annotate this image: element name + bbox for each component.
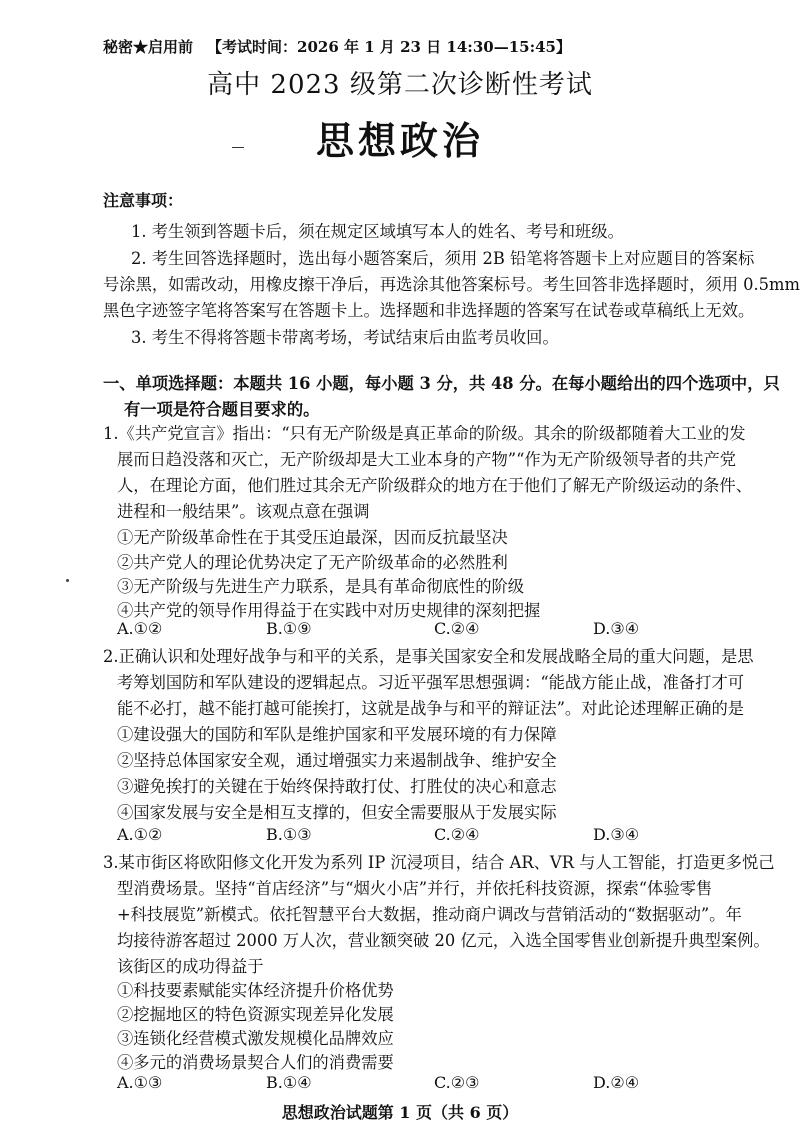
header-line [103, 36, 571, 57]
question-3-answer-b: B.①④ [266, 1073, 312, 1092]
question-2-option: ②坚持总体国家安全观，通过增强实力来遏制战争、维护安全 [117, 751, 557, 770]
question-3-stem: 该街区的成功得益于 [117, 957, 264, 976]
question-1-option: ②共产党人的理论优势决定了无产阶级革命的必然胜利 [117, 553, 508, 572]
section-heading: 一、单项选择题：本题共 16 小题，每小题 3 分，共 48 分。在每小题给出的四个选项中，只 [103, 374, 780, 393]
question-2-option: ①建设强大的国防和军队是维护国家和平发展环境的有力保障 [117, 725, 557, 744]
notice-line: 1. 考生领到答题卡后，须在规定区域填写本人的姓名、考号和班级。 [131, 222, 624, 241]
question-3-answer-c: C.②③ [434, 1073, 480, 1092]
question-3-option: ④多元的消费场景契合人们的消费需要 [117, 1053, 394, 1072]
question-2-answer-d: D.③④ [593, 825, 640, 844]
question-3-stem: +科技展览”新模式。依托智慧平台大数据，推动商户调改与营销活动的“数据驱动”。年 [117, 905, 742, 924]
notice-heading: 注意事项： [103, 191, 184, 210]
question-1-stem: 1.《共产党宣言》指出：“只有无产阶级是真正革命的阶级。其余的阶级都随着大工业的发 [103, 424, 746, 443]
question-3-stem: 均接待游客超过 2000 万人次，营业额突破 20 亿元，入选全国零售业创新提升典型案例。 [117, 931, 770, 950]
section-heading-cont: 有一项是符合题目要求的。 [124, 400, 320, 419]
question-3-stem: 型消费场景。坚持“首店经济”与“烟火小店”并行，并依托科技资源，探索“体验零售 [117, 879, 713, 898]
question-2-option: ④国家发展与安全是相互支撑的，但安全需要服从于发展实际 [117, 803, 557, 822]
exam-time: 【考试时间：2026 年 1 月 23 日 14:30—15:45】 [207, 38, 571, 56]
question-1-answer-c: C.②④ [434, 619, 480, 638]
question-1-answer-b: B.①⑨ [266, 619, 312, 638]
notice-line: 2. 考生回答选择题时，选出每小题答案后，须用 2B 铅笔将答题卡上对应题目的答案标 [131, 249, 755, 268]
page-footer: 思想政治试题第 1 页（共 6 页） [281, 1103, 519, 1122]
question-2-option: ③避免挨打的关键在于始终保持敢打仗、打胜仗的决心和意志 [117, 777, 557, 796]
stray-mark [232, 147, 244, 148]
notice-line: 号涂黑，如需改动，用橡皮擦干净后，再选涂其他答案标号。考生回答非选择题时，须用 0.5mm [103, 275, 800, 294]
notice-line: 3. 考生不得将答题卡带离考场，考试结束后由监考员收回。 [131, 328, 559, 347]
question-1-option: ①无产阶级革命性在于其受压迫最深，因而反抗最坚决 [117, 528, 508, 547]
question-3-answer-a: A.①③ [117, 1073, 163, 1092]
question-2-stem: 能不必打，越不能打越可能挨打，这就是战争与和平的辩证法”。对此论述理解正确的是 [117, 699, 745, 718]
question-1-stem: 人，在理论方面，他们胜过其余无产阶级群众的地方在于他们了解无产阶级运动的条件、 [117, 476, 752, 495]
question-3-answer-d: D.②④ [593, 1073, 640, 1092]
question-1-stem: 进程和一般结果”。该观点意在强调 [117, 502, 370, 521]
stray-dot [66, 579, 69, 582]
question-2-stem: 2.正确认识和处理好战争与和平的关系，是事关国家安全和发展战略全局的重大问题，是思 [103, 647, 754, 666]
question-1-answer-a: A.①② [117, 619, 163, 638]
notice-line: 黑色字迹签字笔将答案写在答题卡上。选择题和非选择题的答案写在试卷或草稿纸上无效。 [103, 301, 755, 320]
question-1-option: ④共产党的领导作用得益于在实践中对历史规律的深刻把握 [117, 601, 541, 620]
question-1-stem: 展而日趋没落和灭亡，无产阶级却是大工业本身的产物”“作为无产阶级领导者的共产党 [117, 450, 737, 469]
question-3-stem: 3.某市街区将欧阳修文化开发为系列 IP 沉浸项目，结合 AR、VR 与人工智能，打造更多悦己 [103, 853, 775, 872]
question-2-answer-b: B.①③ [266, 825, 312, 844]
question-3-option: ①科技要素赋能实体经济提升价格优势 [117, 981, 394, 1000]
subject-title: 思想政治 [315, 118, 484, 163]
exam-title: 高中 2023 级第二次诊断性考试 [207, 70, 593, 100]
question-1-option: ③无产阶级与先进生产力联系，是具有革命彻底性的阶级 [117, 577, 525, 596]
question-2-answer-a: A.①② [117, 825, 163, 844]
question-2-stem: 考筹划国防和军队建设的逻辑起点。习近平强军思想强调：“能战方能止战，准备打才可 [117, 673, 745, 692]
question-3-option: ③连锁化经营模式激发规模化品牌效应 [117, 1029, 394, 1048]
confidential-mark: 秘密★启用前 [103, 38, 194, 56]
question-1-answer-d: D.③④ [593, 619, 640, 638]
question-3-option: ②挖掘地区的特色资源实现差异化发展 [117, 1005, 394, 1024]
question-2-answer-c: C.②④ [434, 825, 480, 844]
